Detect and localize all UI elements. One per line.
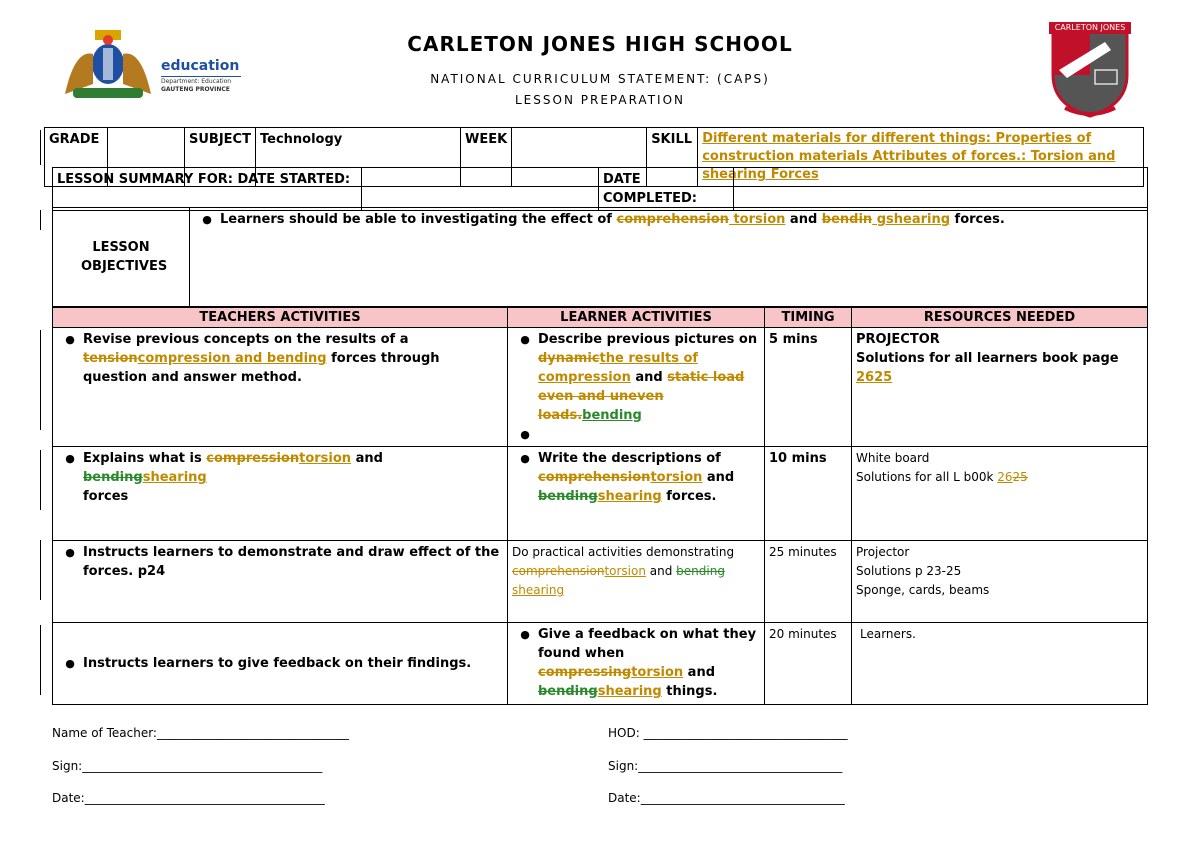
deleted-text: bendin	[821, 212, 873, 227]
deleted-text: dynamic	[538, 351, 600, 366]
inserted-text: shearing	[512, 583, 565, 597]
skill-label: SKILL	[647, 128, 698, 187]
learner-activity-cell	[508, 623, 765, 705]
table-row	[53, 623, 1148, 705]
bullet-icon: ●	[65, 333, 75, 346]
timing-cell: 25 minutes	[765, 541, 852, 623]
col-teachers-activities: TEACHERS ACTIVITIES	[53, 308, 508, 328]
objective-text: Learners should be able to investigating the effect of	[220, 212, 617, 227]
resource-item: Projector	[856, 545, 910, 559]
teacher-activity-cell	[53, 623, 508, 705]
objective-text: and	[785, 212, 822, 227]
activity-text: Write the descriptions of	[538, 451, 721, 466]
table-row	[53, 328, 1148, 447]
activity-text: and	[351, 451, 383, 466]
school-name: CARLETON JONES HIGH SCHOOL	[407, 32, 793, 56]
inserted-text: 2625	[856, 370, 893, 385]
skill-text: Different materials for different things: Properties of construction materials Attributes of forces.: Torsion and shearing Forces	[702, 131, 1116, 182]
activity-text: Describe previous pictures on	[538, 332, 758, 347]
date-left-line[interactable]: Date:________________________________________	[52, 791, 325, 805]
activity-text: forces through question and answer method.	[83, 351, 440, 385]
activity-text: Revise previous concepts on the results of a	[83, 332, 409, 347]
inserted-text: torsion	[728, 212, 786, 227]
curriculum-line: NATIONAL CURRICULUM STATEMENT: (CAPS)	[430, 72, 770, 86]
bullet-icon: ●	[520, 428, 530, 441]
activity-text: Do practical activities demonstrating	[512, 545, 735, 559]
activities-table	[52, 307, 1148, 705]
col-timing: TIMING	[765, 308, 852, 328]
logo-dept-line: Department: Education	[161, 78, 232, 85]
change-bar	[40, 450, 41, 510]
change-bar	[40, 625, 41, 695]
inserted-text: torsion	[299, 451, 352, 466]
deleted-text: bending	[538, 684, 598, 699]
objective-text: forces.	[950, 212, 1005, 227]
inserted-text: 26	[997, 470, 1013, 484]
learner-activity-cell	[508, 328, 765, 447]
bullet-icon: ●	[520, 452, 530, 465]
inserted-text: compression and bending	[137, 351, 327, 366]
subject-label: SUBJECT	[185, 128, 256, 187]
lesson-summary-label: LESSON SUMMARY FOR: DATE STARTED:	[53, 168, 362, 211]
inserted-text: bending	[582, 408, 642, 423]
activity-text: Give a feedback on what they found when	[538, 627, 757, 661]
learner-activity-cell	[508, 541, 765, 623]
logo-province-line: GAUTENG PROVINCE	[161, 86, 230, 93]
objective-item	[194, 210, 1143, 229]
date-started-value	[362, 168, 599, 211]
resources-cell	[852, 447, 1148, 541]
objectives-table	[52, 207, 1148, 307]
date-right-line[interactable]: Date:__________________________________	[608, 791, 845, 805]
grade-label: GRADE	[45, 128, 108, 187]
table-row	[53, 447, 1148, 541]
activity-text: forces	[83, 489, 129, 504]
bullet-icon: ●	[65, 546, 75, 559]
inserted-text: torsion	[631, 665, 684, 680]
deleted-text: tension	[83, 351, 138, 366]
change-bar	[40, 540, 41, 600]
inserted-text: shearing	[597, 489, 662, 504]
deleted-text: comprehension	[616, 212, 729, 227]
activity-text: Explains what is	[83, 451, 207, 466]
change-bar	[40, 330, 41, 430]
resource-item: Solutions for all learners book page	[856, 351, 1119, 366]
table-row	[53, 541, 1148, 623]
inserted-text: gshearing	[872, 212, 951, 227]
resources-cell	[852, 623, 1148, 705]
inserted-text: shearing	[142, 470, 207, 485]
activity-text: and	[683, 665, 716, 680]
teacher-activity-cell	[53, 447, 508, 541]
change-bar	[40, 130, 41, 165]
sign-right-line[interactable]: Sign:__________________________________	[608, 759, 843, 773]
lesson-prep-line: LESSON PREPARATION	[515, 93, 685, 107]
activity-text: Instructs learners to demonstrate and draw effect of the forces. p24	[83, 545, 500, 579]
deleted-text: comprehension	[512, 564, 605, 578]
activity-text: and	[645, 564, 677, 578]
activity-text: and	[702, 470, 735, 485]
timing-cell: 20 minutes	[765, 623, 852, 705]
deleted-text: bending	[538, 489, 598, 504]
timing-cell: 10 mins	[765, 447, 852, 541]
teacher-name-line[interactable]: Name of Teacher:________________________________	[52, 726, 349, 740]
inserted-text: torsion	[650, 470, 703, 485]
learner-activity-cell	[508, 447, 765, 541]
col-learner-activities: LEARNER ACTIVITIES	[508, 308, 765, 328]
school-crest	[1045, 20, 1135, 120]
deleted-text: 25	[1012, 470, 1028, 484]
resource-item: Solutions p 23-25	[856, 564, 962, 578]
deleted-text: bending	[676, 564, 725, 578]
subject-value: Technology	[256, 128, 461, 187]
resource-item: Learners.	[860, 627, 916, 641]
bullet-icon: ●	[65, 657, 75, 670]
shield-icon	[1045, 20, 1135, 120]
deleted-text: compressing	[538, 665, 632, 680]
resource-item: White board	[856, 451, 930, 465]
deleted-text: static load even and uneven loads.	[538, 370, 745, 423]
date-completed-value	[734, 168, 1148, 211]
inserted-text: the results of compression	[538, 351, 699, 385]
week-label: WEEK	[461, 128, 512, 187]
resource-item: Sponge, cards, beams	[856, 583, 990, 597]
deleted-text: bending	[83, 470, 143, 485]
lesson-objectives-label	[53, 208, 190, 307]
teacher-activity-cell	[53, 328, 508, 447]
lesson-objectives-text: LESSON OBJECTIVES	[81, 240, 168, 274]
summary-table	[52, 167, 1148, 211]
inserted-text: shearing	[597, 684, 662, 699]
lesson-objectives-content	[190, 208, 1148, 307]
sign-left-line[interactable]: Sign:________________________________________	[52, 759, 323, 773]
activity-text: things.	[661, 684, 718, 699]
activity-text: and	[630, 370, 668, 385]
resource-item: PROJECTOR	[856, 332, 940, 347]
activity-text: forces.	[661, 489, 717, 504]
date-completed-label: DATE COMPLETED:	[599, 168, 734, 211]
resource-item: Solutions for all L b00k	[856, 470, 998, 484]
timing-cell: 5 mins	[765, 328, 852, 447]
bullet-icon: ●	[520, 333, 530, 346]
bullet-icon: ●	[65, 452, 75, 465]
logo-word: education	[161, 58, 240, 74]
deleted-text: comprehension	[538, 470, 651, 485]
crest-banner-text: CARLETON JONES	[1054, 23, 1126, 32]
hod-line[interactable]: HOD: __________________________________	[608, 726, 848, 740]
deleted-text: compression	[206, 451, 300, 466]
bullet-icon: ●	[520, 628, 530, 641]
inserted-text: torsion	[604, 564, 646, 578]
change-bar	[40, 210, 41, 230]
teacher-activity-cell	[53, 541, 508, 623]
col-resources: RESOURCES NEEDED	[852, 308, 1148, 328]
resources-cell	[852, 328, 1148, 447]
activity-text: Instructs learners to give feedback on their findings.	[83, 656, 472, 671]
bullet-icon: ●	[202, 213, 212, 226]
resources-cell	[852, 541, 1148, 623]
